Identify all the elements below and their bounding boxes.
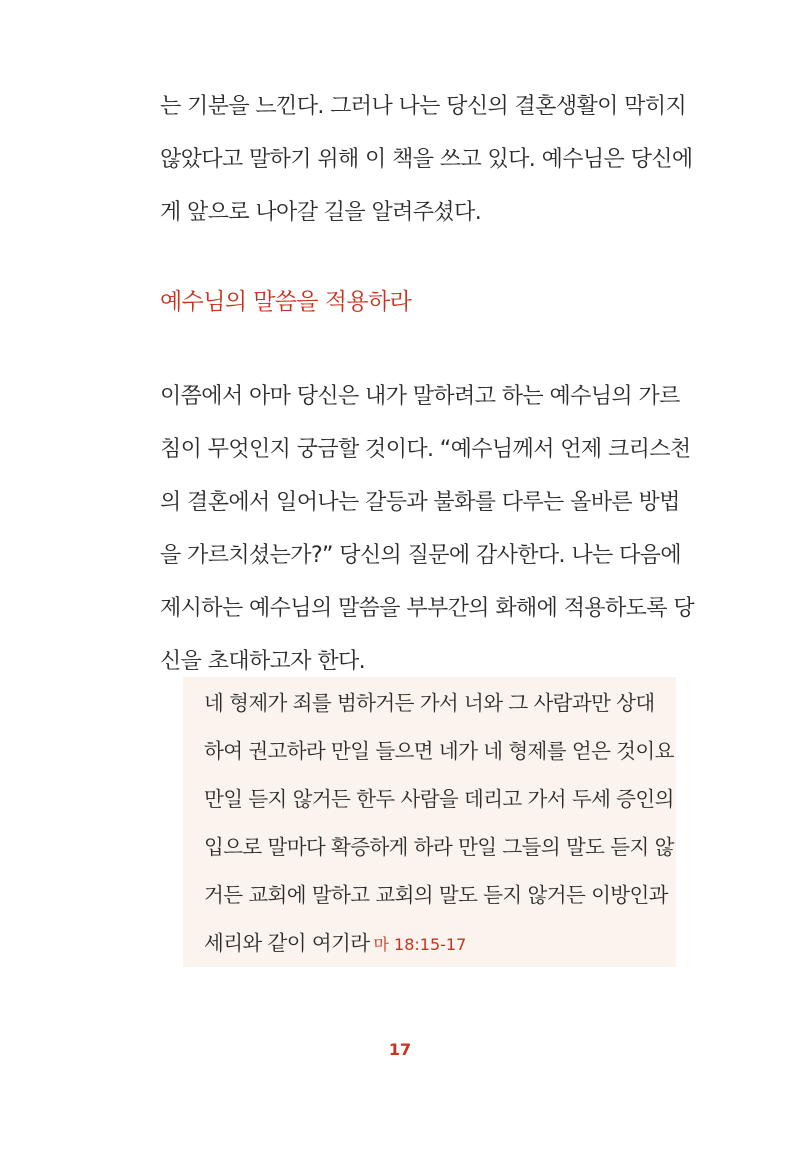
quote-last-line: [204, 919, 664, 967]
quote-line: 만일 듣지 않거든 한두 사람을 데리고 가서 두세 증인의: [204, 787, 674, 811]
paragraph-line: 제시하는 예수님의 말씀을 부부간의 화해에 적용하도록 당: [160, 596, 695, 621]
quote-line: 거든 교회에 말하고 교회의 말도 듣지 않거든 이방인과: [204, 883, 668, 907]
paragraph-line: 침이 무엇인지 궁금할 것이다. “예수님께서 언제 크리스천: [160, 437, 691, 462]
paragraph-line: 않았다고 말하기 위해 이 책을 쓰고 있다. 예수님은 당신에: [160, 147, 693, 172]
paragraph-line: 신을 초대하고자 한다.: [160, 649, 366, 674]
scripture-quote: [204, 679, 674, 967]
paragraph-line: 는 기분을 느낀다. 그러나 나는 당신의 결혼생활이 막히지: [160, 94, 687, 119]
paragraph-line: 이쯤에서 아마 당신은 내가 말하려고 하는 예수님의 가르: [160, 384, 680, 409]
quote-line-text: 세리와 같이 여기라: [204, 931, 370, 955]
quote-line: 하여 권고하라 만일 들으면 네가 네 형제를 얻은 것이요: [204, 739, 674, 763]
quote-line: 네 형제가 죄를 범하거든 가서 너와 그 사람과만 상대: [204, 691, 655, 715]
scripture-reference: 마 18:15-17: [373, 935, 467, 954]
quote-line: 입으로 말마다 확증하게 하라 만일 그들의 말도 듣지 않: [204, 835, 674, 859]
body-paragraph-1: [160, 80, 693, 239]
page-number: 17: [388, 1040, 412, 1059]
section-heading: 예수님의 말씀을 적용하라: [160, 289, 412, 315]
body-paragraph-2: [160, 370, 695, 688]
paragraph-line: 의 결혼에서 일어나는 갈등과 불화를 다루는 올바른 방법: [160, 490, 680, 515]
scripture-quote-box: [183, 677, 676, 967]
paragraph-line: 게 앞으로 나아갈 길을 알려주셨다.: [160, 200, 482, 225]
paragraph-line: 을 가르치셨는가?” 당신의 질문에 감사한다. 나는 다음에: [160, 543, 681, 568]
